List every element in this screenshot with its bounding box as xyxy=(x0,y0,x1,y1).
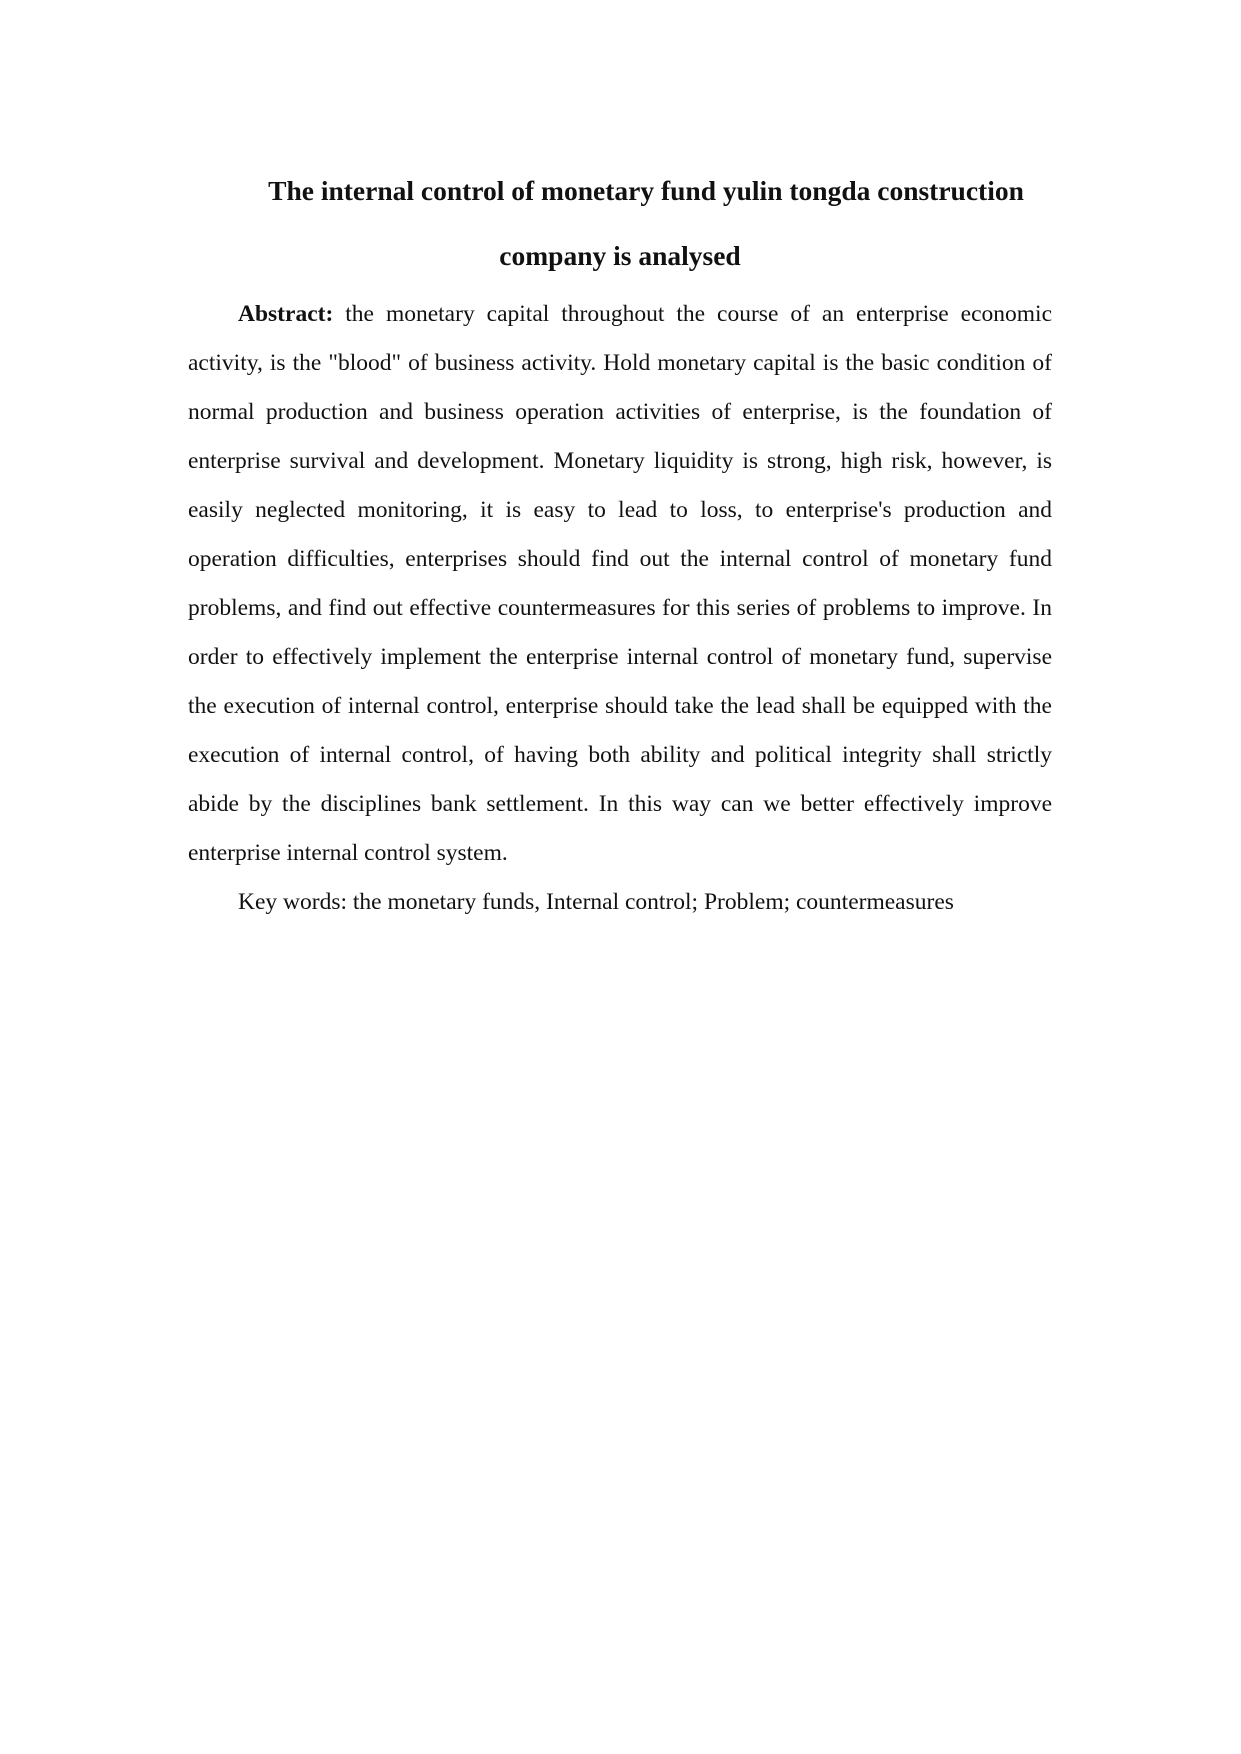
page-content xyxy=(188,158,1052,927)
abstract-paragraph xyxy=(188,290,1052,878)
document-title: The internal control of monetary fund yulin tongda construction company is analysed xyxy=(268,175,1024,271)
abstract-text: the monetary capital throughout the course of an enterprise economic activity, is the "blood" of business activity. Hold monetary capital is the basic condition of normal production and business operation activities of enterprise, is the foundation of enterprise survival and development. Monetary liquidity is strong, high risk, however, is easily neglected monitoring, it is easy to lead to loss, to enterprise's production and operation difficulties, enterprises should find out the internal control of monetary fund problems, and find out effective countermeasures for this series of problems to improve. In order to effectively implement the enterprise internal control of monetary fund, supervise the execution of internal control, enterprise should take the lead shall be equipped with the execution of internal control, of having both ability and political integrity shall strictly abide by the disciplines bank settlement. In this way can we better effectively improve enterprise internal control system. xyxy=(188,301,1053,866)
abstract-label: Abstract: xyxy=(238,301,334,327)
keywords-line: Key words: the monetary funds, Internal control; Problem; countermeasures xyxy=(238,889,954,915)
